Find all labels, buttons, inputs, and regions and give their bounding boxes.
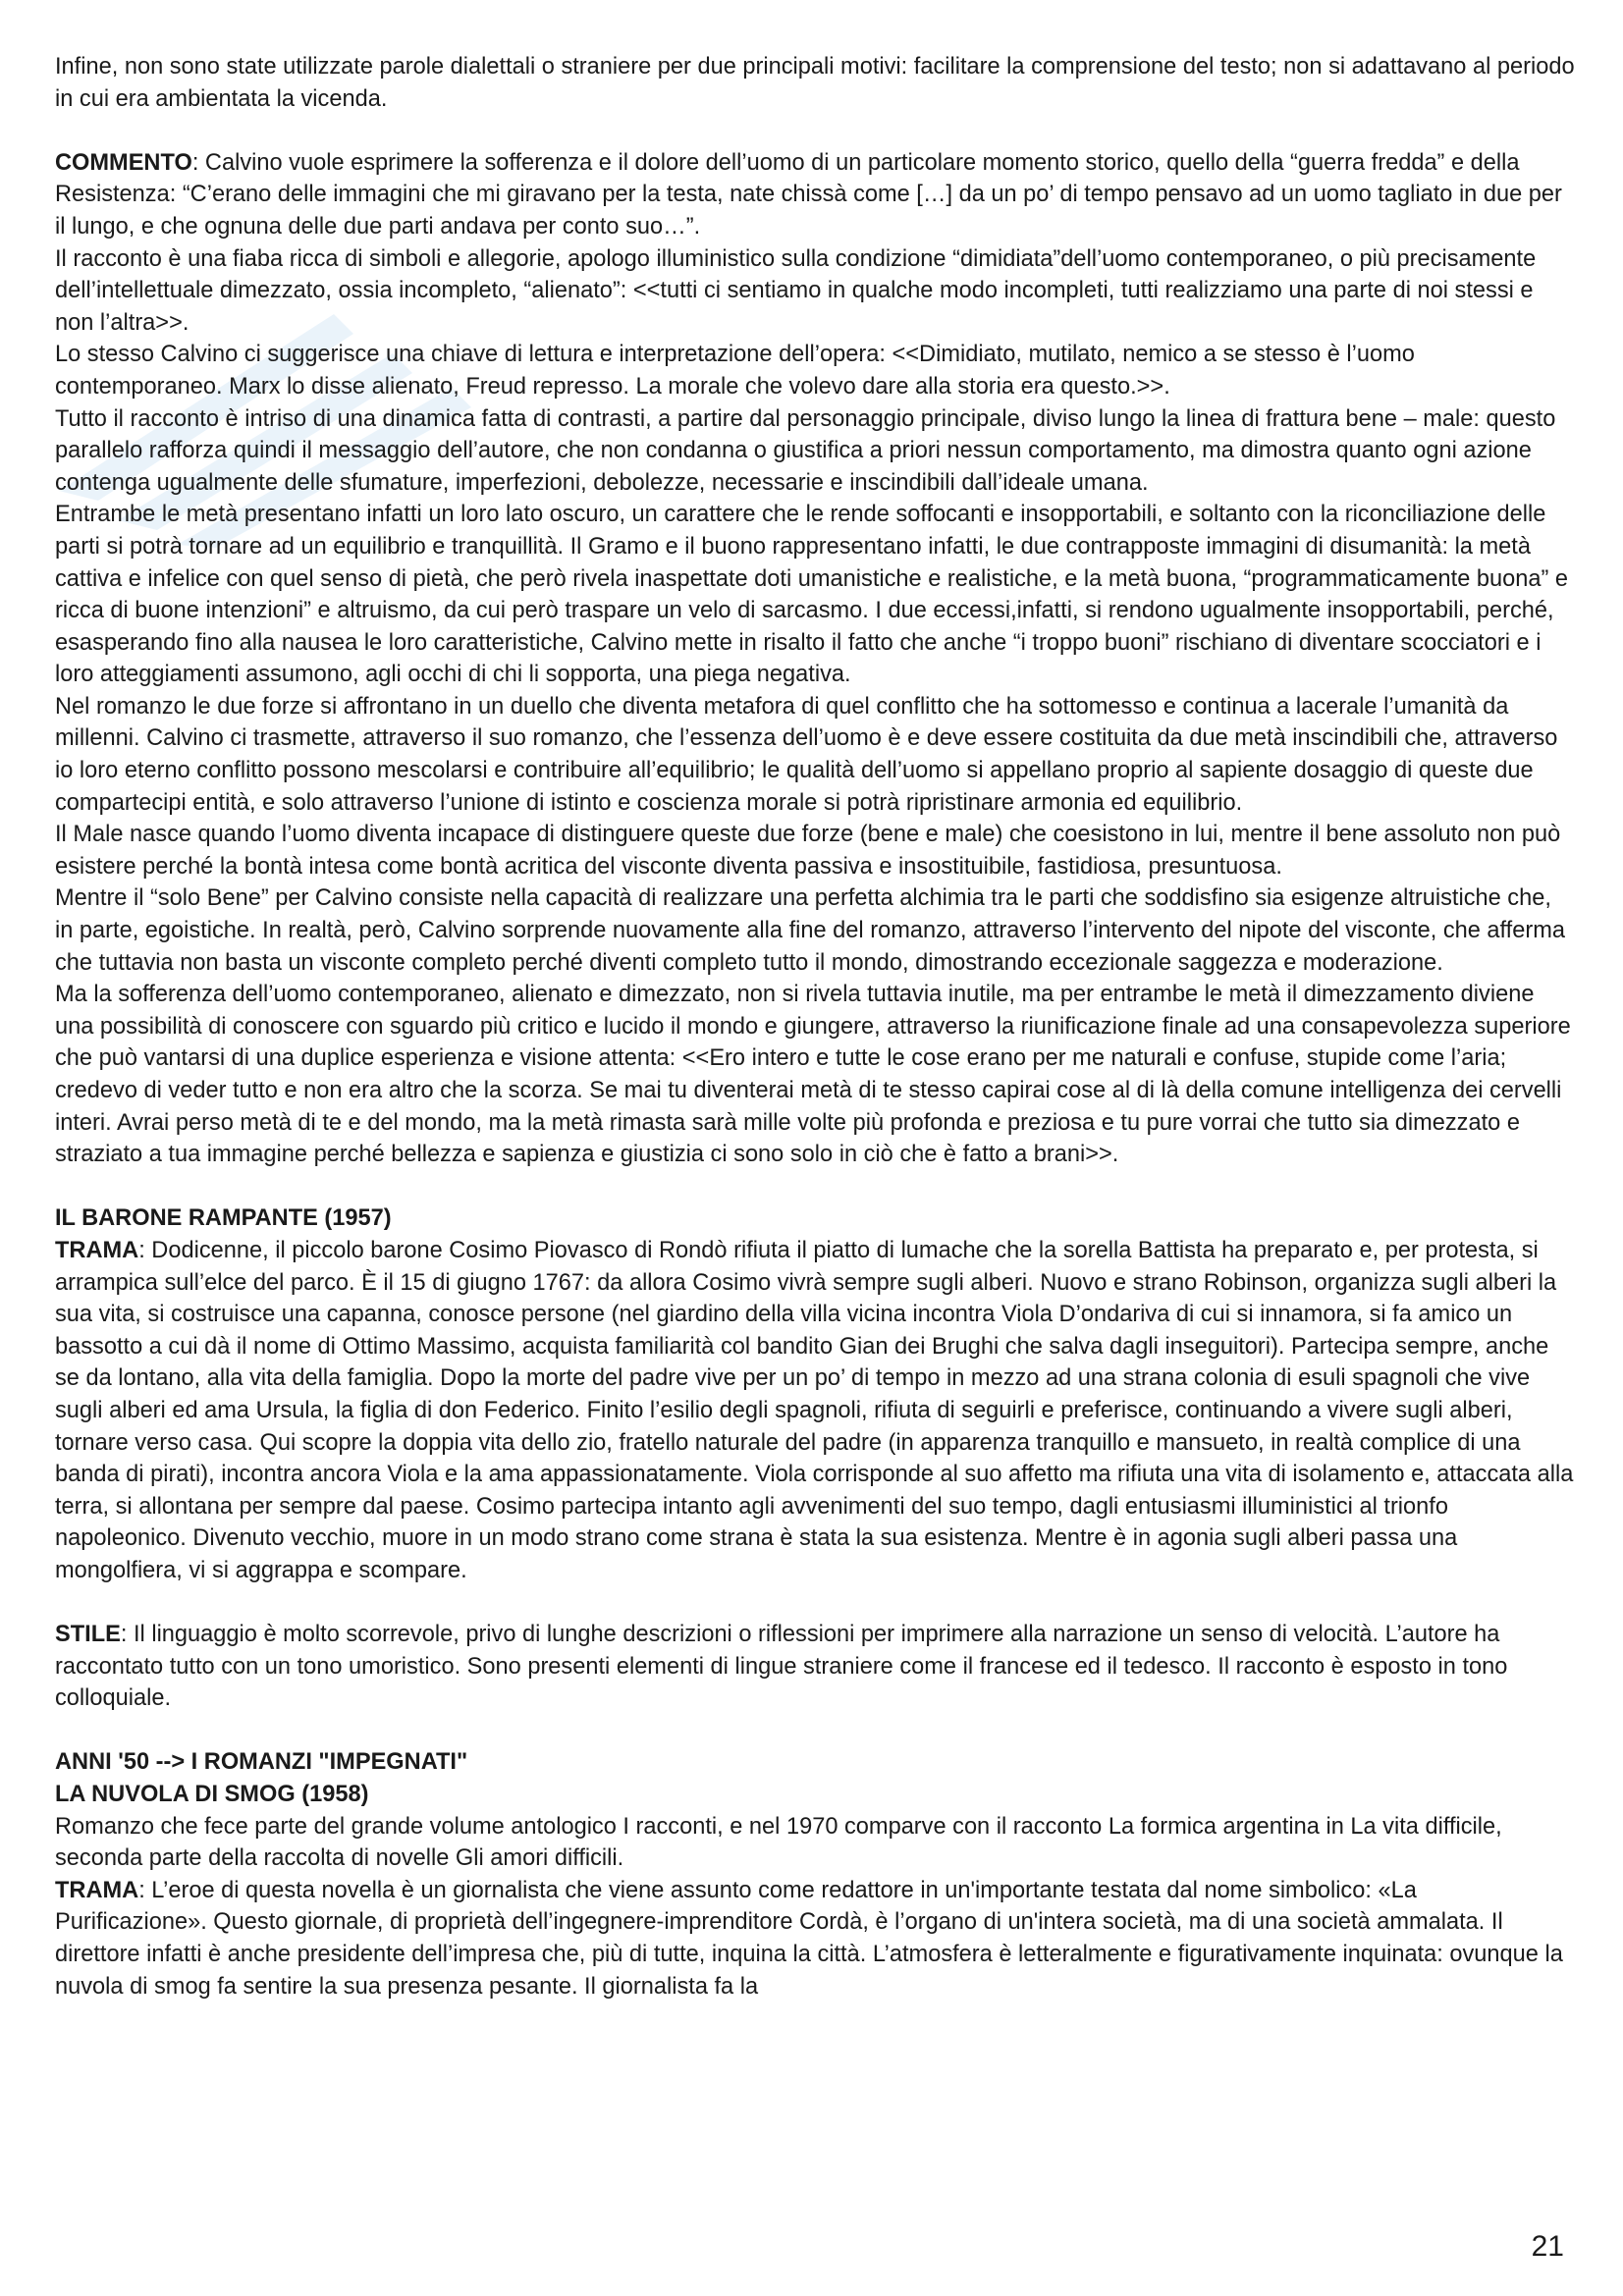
paragraph-nuvola-trama [55,1875,1575,2002]
paragraph: Tutto il racconto è intriso di una dinamica fatta di contrasti, a partire dal personaggio principale, diviso lungo la linea di frattura bene – male: questo parallelo rafforza quindi il messaggio dell’autore, che non condanna o giustifica a priori nessun comportamento, ma dimostra quanto ogni azione contenga ugualmente delle sfumature, imperfezioni, debolezze, necessarie e inscindibili dall’ideale umana. [55,405,1556,496]
stile-text: : Il linguaggio è molto scorrevole, privo di lunghe descrizioni o riflessioni per imprimere alla narrazione un senso di velocità. L’autore ha raccontato tutto con un tono umoristico. Sono presenti elementi di lingue straniere come il francese ed il tedesco. Il racconto è esposto in tono colloquiale. [55,1622,1508,1712]
paragraph: Ma la sofferenza dell’uomo contemporaneo, alienato e dimezzato, non si rivela tuttavia inutile, ma per entrambe le metà il dimezzamento diviene una possibilità di conoscere con sguardo più critico e lucido il mondo e giungere, attraverso la riunificazione finale ad una consapevolezza superiore che può vantarsi di una duplice esperienza e visione attenta: <<Ero intero e tutte le cose erano per me naturali e confuse, stupide come l’aria; credevo di veder tutto e non era altro che la scorza. Se mai tu diventerai metà di te stesso capirai cose al di là della comune intelligenza dei cervelli interi. Avrai perso metà di te e del mondo, ma la metà rimasta sarà mille volte più profonda e preziosa e tu pure vorrai che tutto sia dimezzato e straziato a tua immagine perché bellezza e sapienza e giustizia ci sono solo in ciò che è fatto a brani>>. [55,982,1571,1168]
section-heading-anni-50: ANNI '50 --> I ROMANZI "IMPEGNATI" [55,1749,468,1776]
paragraph: Il racconto è una fiaba ricca di simboli e allegorie, apologo illuministico sulla condizione “dimidiata”dell’uomo contemporaneo, o più precisamente dell’intellettuale dimezzato, ossia incompleto, “alienato”: <<tutti ci sentiamo in qualche modo incompleti, tutti realizziamo una parte di noi stessi e non l’altra>>. [55,245,1537,336]
paragraph-barone-trama [55,1235,1575,1587]
trama-label: TRAMA [55,1877,139,1903]
commento-label: COMMENTO [55,149,192,176]
stile-label: STILE [55,1622,121,1648]
spacer [55,115,1575,147]
paragraph-commento [55,147,1575,243]
section-heading-barone: IL BARONE RAMPANTE (1957) [55,1205,392,1232]
commento-text: : Calvino vuole esprimere la sofferenza e il dolore dell’uomo di un particolare momento storico, quello della “guerra fredda” e della Resistenza: “C’erano delle immagini che mi giravano per la testa, nate chissà come […] da un po’ di tempo pensavo ad un uomo tagliato in due per il lungo, e che ognuna delle due parti andava per conto suo…”. [55,149,1562,240]
paragraph-intro: Infine, non sono state utilizzate parole dialettali o straniere per due principali motivi: facilitare la comprensione del testo; non si adattavano al periodo in cui era ambientata la vicenda. [55,54,1575,112]
trama-label: TRAMA [55,1237,139,1263]
paragraph-nuvola-intro: Romanzo che fece parte del grande volume antologico I racconti, e nel 1970 comparve con il racconto La formica argentina in La vita difficile, seconda parte della raccolta di novelle Gli amori difficili. [55,1813,1502,1872]
paragraph: Lo stesso Calvino ci suggerisce una chiave di lettura e interpretazione dell’opera: <<Dimidiato, mutilato, nemico a se stesso è l’uomo contemporaneo. Marx lo disse alienato, Freud represso. La morale che volevo dare alla storia era questo.>>. [55,342,1415,400]
trama-text: : Dodicenne, il piccolo barone Cosimo Piovasco di Rondò rifiuta il piatto di lumache che la sorella Battista ha preparato e, per protesta, si arrampica sull’elce del parco. È il 15 di giugno 1767: da allora Cosimo vivrà sempre sugli alberi. Nuovo e strano Robinson, organizza sugli alberi la sua vita, si costruisce una capanna, conosce persone (nel giardino della villa vicina incontra Viola D’ondariva di cui si innamora, si fa amico un bassotto a cui dà il nome di Ottimo Massimo, acquista familiarità col bandito Gian dei Brughi che salva dagli inseguitori). Partecipa sempre, anche se da lontano, alla vita della famiglia. Dopo la morte del padre vive per un po’ di tempo in mezzo ad una strana colonia di esuli spagnoli che vive sugli alberi ed ama Ursula, la figlia di don Federico. Finito l’esilio degli spagnoli, rifiuta di seguirli e preferisce, continuando a vivere sugli alberi, tornare verso casa. Qui scopre la doppia vita dello zio, fratello naturale del padre (in apparenza tranquillo e mansueto, in realtà complice di una banda di pirati), incontra ancora Viola e la ama appassionatamente. Viola corrisponde al suo affetto ma rifiuta una vita di isolamento e, attaccata alla terra, si allontana per sempre dal paese. Cosimo partecipa intanto agli avvenimenti del suo tempo, dagli entusiasmi illuministici al trionfo napoleonico. Divenuto vecchio, muore in un modo strano come strana è stata la sua esistenza. Mentre è in agonia sugli alberi passa una mongolfiera, vi si aggrappa e scompare. [55,1237,1574,1583]
spacer [55,1715,1575,1747]
section-heading-nuvola: LA NUVOLA DI SMOG (1958) [55,1782,369,1808]
paragraph: Nel romanzo le due forze si affrontano in un duello che diventa metafora di quel conflitto che ha sottomesso e continua a lacerale l’umanità da millenni. Calvino ci trasmette, attraverso il suo romanzo, che l’essenza dell’uomo è e deve essere costituita da due metà inscindibili che, attraverso io loro eterno conflitto possono mescolarsi e contribuire all’equilibrio; le qualità dell’uomo si appellano proprio al sapiente dosaggio di queste due compartecipi entità, e solo attraverso l’unione di istinto e coscienza morale si potrà ripristinare armonia ed equilibrio. [55,693,1558,816]
page-number: 21 [1531,2230,1564,2263]
paragraph: Il Male nasce quando l’uomo diventa incapace di distinguere queste due forze (bene e male) che coesistono in lui, mentre il bene assoluto non può esistere perché la bontà intesa come bontà acritica del visconte diventa passiva e insostituibile, fastidiosa, presuntuosa. [55,822,1561,880]
paragraph: Mentre il “solo Bene” per Calvino consiste nella capacità di realizzare una perfetta alchimia tra le parti che soddisfino sia esigenze altruistiche che, in parte, egoistiche. In realtà, però, Calvino sorprende nuovamente alla fine del romanzo, attraverso l’intervento del nipote del visconte, che afferma che tuttavia non basta un visconte completo perché diventi completo tutto il mondo, dimostrando eccezionale saggezza e moderazione. [55,885,1565,976]
spacer [55,1587,1575,1620]
paragraph-stile [55,1619,1575,1715]
document-body [55,51,1575,2002]
paragraph: Entrambe le metà presentano infatti un loro lato oscuro, un carattere che le rende soffocanti e insopportabili, e soltanto con la riconciliazione delle parti si potrà tornare ad un equilibrio e tranquillità. Il Gramo e il buono rappresentano infatti, le due contrapposte immagini di disumanità: la metà cattiva e infelice con quel senso di pietà, che però rivela inaspettate doti umanistiche e realistiche, e la metà buona, “programmaticamente buona” e ricca di buone intenzioni” e altruismo, da cui però traspare un velo di sarcasmo. I due eccessi,infatti, si rendono ugualmente insopportabili, perché, esasperando fino alla nausea le loro caratteristiche, Calvino mette in risalto il fatto che anche “i troppo buoni” rischiano di diventare scocciatori e i loro atteggiamenti assumono, agli occhi di chi li sopporta, una piega negativa. [55,502,1569,688]
spacer [55,1171,1575,1203]
trama-text: : L’eroe di questa novella è un giornalista che viene assunto come redattore in un'importante testata dal nome simbolico: «La Purificazione». Questo giornale, di proprietà dell’ingegnere-imprenditore Cordà, è l’organo di un'intera società, ma di una società ammalata. Il direttore infatti è anche presidente dell’impresa che, più di tutte, inquina la città. L’atmosfera è letteralmente e figurativamente inquinata: ovunque la nuvola di smog fa sentire la sua presenza pesante. Il giornalista fa la [55,1877,1563,2000]
